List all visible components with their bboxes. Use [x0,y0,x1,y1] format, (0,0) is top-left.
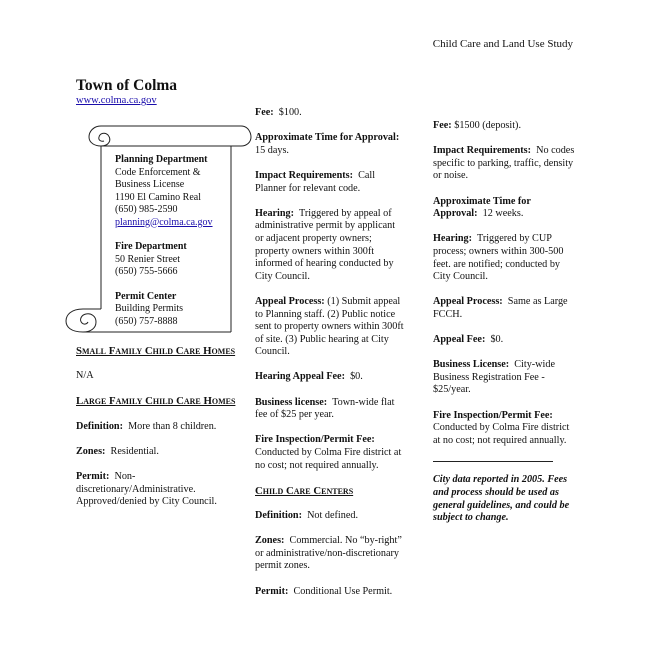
centers-definition: Definition: Not defined. [255,510,359,521]
fire-dept-title: Fire Department [115,241,187,252]
large-hearing: Hearing: Triggered by appeal of administrative permit by applicant or adjacent property owners; property owners within 300ft informed of hearing conducted by City Council. [255,207,396,282]
planning-dept-block [115,154,250,229]
small-family-heading: Small Family Child Care Homes [76,345,236,357]
large-business-license: Business license: Town-wide flat fee of $25 per year. [255,396,395,421]
fire-phone: (650) 755-5666 [115,266,178,277]
disclaimer-note: City data reported in 2005. Fees and process should be used as general guidelines, and could be subject to change. [433,474,570,524]
large-appeal-process: Appeal Process: (1) Submit appeal to Planning staff. (2) Public notice sent to property owners within 300ft of site. (3) Public hearing at City Council. [255,295,404,358]
permit-center-title: Permit Center [115,290,177,302]
centers-hearing: Hearing: Triggered by CUP process; owners within 300-500 feet. are notified; conducted by City Council. [433,233,564,283]
centers-appeal-fee: Appeal Fee: $0. [433,334,504,346]
permit-center-block [115,291,250,329]
column-2 [255,107,405,611]
large-fire-fee: Fire Inspection/Permit Fee: Conducted by Colma Fire district at no cost; not required annually. [255,434,402,471]
permit-line: Building Permits [115,303,184,314]
planning-phone: (650) 985-2590 [115,204,178,215]
town-name: Town of Colma [76,77,178,94]
centers-impact: Impact Requirements: No codes specific to parking, traffic, density or noise. [433,145,575,182]
planning-line: 1190 El Camino Real [115,191,202,203]
large-family-heading: Large Family Child Care Homes [76,395,236,408]
column-1 [76,345,236,521]
small-family-value: N/A [76,370,94,382]
town-website-link[interactable]: www.colma.ca.gov [76,95,157,106]
large-fee: Fee: $100. [255,107,302,118]
fire-dept-block [115,241,250,279]
centers-fee: Fee: $1500 (deposit). [433,120,521,131]
planning-line: Business License [115,179,185,190]
planning-email-link[interactable]: planning@colma.ca.gov [115,216,213,228]
centers-permit: Permit: Conditional Use Permit. [255,585,393,597]
section-divider [433,461,553,462]
centers-business-license: Business License: City-wide Business Registration Fee - $25/year. [433,359,555,396]
large-hearing-appeal-fee: Hearing Appeal Fee: $0. [255,371,363,383]
column-3 [433,120,578,525]
study-title: Child Care and Land Use Study [432,38,573,50]
centers-zones: Zones: Commercial. No “by-right” or administrative/non-discretionary permit zones. [255,535,402,572]
large-impact: Impact Requirements: Call Planner for relevant code. [255,169,376,194]
planning-line: Code Enforcement & [115,166,201,178]
permit-phone: (650) 757-8888 [115,315,178,327]
fire-line: 50 Renier Street [115,253,180,265]
centers-time: Approximate Time for Approval: 12 weeks. [433,195,531,220]
planning-dept-title: Planning Department [115,154,208,165]
centers-appeal-process: Appeal Process: Same as Large FCCH. [433,296,568,320]
large-time: Approximate Time for Approval: 15 days. [255,132,400,156]
centers-fire-fee: Fire Inspection/Permit Fee: Conducted by Colma Fire district at no cost; not required annually. [433,409,570,446]
large-permit: Permit: Non-discretionary/Administrative. Approved/denied by City Council. [76,470,217,508]
large-definition: Definition: More than 8 children. [76,420,217,432]
contact-scroll [63,124,253,339]
centers-heading: Child Care Centers [255,484,354,497]
large-zones: Zones: Residential. [76,445,159,457]
